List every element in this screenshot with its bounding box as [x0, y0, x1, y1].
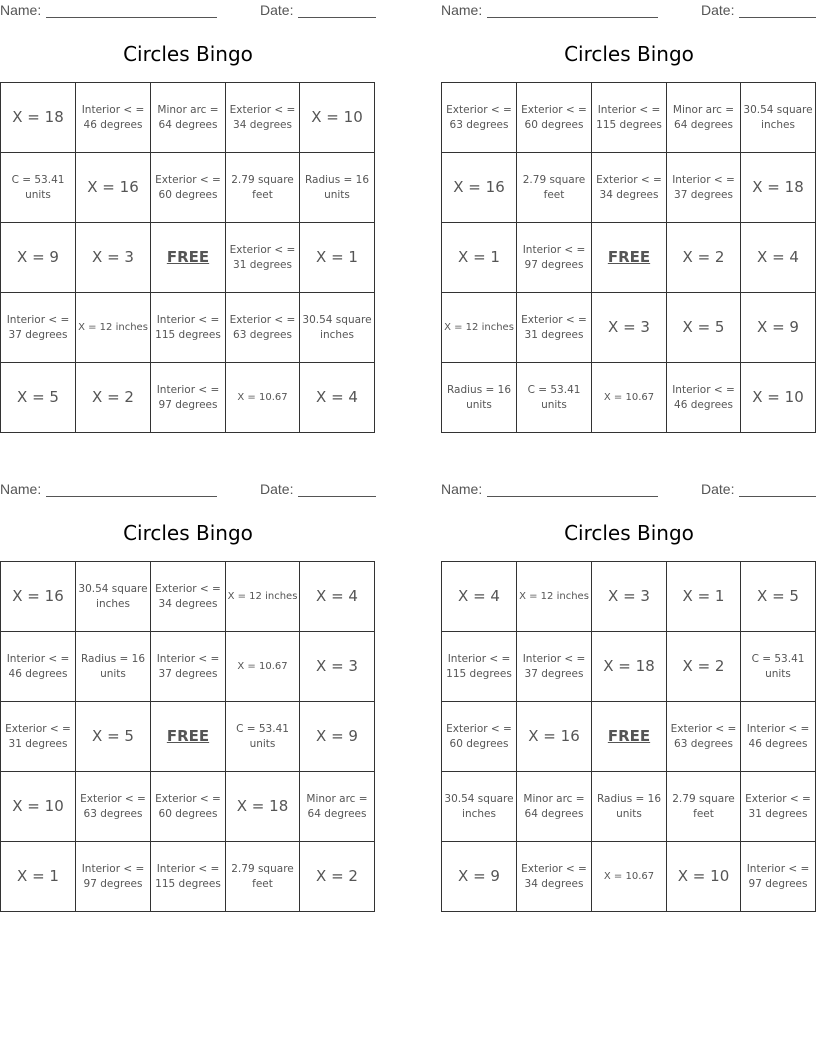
- date-label: Date:: [260, 481, 294, 497]
- name-blank-line[interactable]: [46, 17, 217, 18]
- bingo-cell[interactable]: X = 4: [300, 363, 375, 433]
- bingo-cell[interactable]: Exterior < = 63 degrees: [226, 293, 300, 363]
- date-label: Date:: [701, 481, 735, 497]
- bingo-cell[interactable]: X = 10: [300, 83, 375, 153]
- bingo-cell[interactable]: X = 18: [226, 772, 300, 842]
- free-space-cell[interactable]: FREE: [151, 702, 226, 772]
- bingo-cell[interactable]: 30.54 square inches: [741, 83, 816, 153]
- date-blank-line[interactable]: [298, 496, 376, 497]
- name-blank-line[interactable]: [487, 17, 658, 18]
- bingo-cell[interactable]: X = 10: [1, 772, 76, 842]
- bingo-cell[interactable]: X = 18: [741, 153, 816, 223]
- bingo-cell[interactable]: Interior < = 37 degrees: [151, 632, 226, 702]
- bingo-cell[interactable]: X = 2: [300, 842, 375, 912]
- bingo-cell[interactable]: X = 3: [592, 293, 667, 363]
- bingo-cell[interactable]: Interior < = 115 degrees: [151, 293, 226, 363]
- bingo-cell[interactable]: Radius = 16 units: [300, 153, 375, 223]
- bingo-cell[interactable]: Exterior < = 31 degrees: [226, 223, 300, 293]
- bingo-cell[interactable]: X = 12 inches: [226, 562, 300, 632]
- bingo-cell[interactable]: X = 1: [1, 842, 76, 912]
- date-label: Date:: [260, 2, 294, 18]
- bingo-cell[interactable]: X = 18: [592, 632, 667, 702]
- bingo-cell[interactable]: Minor arc = 64 degrees: [300, 772, 375, 842]
- bingo-cell[interactable]: X = 9: [300, 702, 375, 772]
- bingo-cell[interactable]: 2.79 square feet: [667, 772, 741, 842]
- free-space-cell[interactable]: FREE: [592, 702, 667, 772]
- bingo-cell[interactable]: X = 3: [592, 562, 667, 632]
- bingo-cell[interactable]: Exterior < = 60 degrees: [151, 772, 226, 842]
- bingo-cell[interactable]: Interior < = 46 degrees: [667, 363, 741, 433]
- bingo-cell[interactable]: X = 5: [667, 293, 741, 363]
- bingo-cell[interactable]: Exterior < = 63 degrees: [667, 702, 741, 772]
- bingo-cell[interactable]: 2.79 square feet: [226, 842, 300, 912]
- bingo-cell[interactable]: X = 5: [1, 363, 76, 433]
- name-label: Name:: [0, 2, 42, 18]
- free-space-cell[interactable]: FREE: [592, 223, 667, 293]
- bingo-cell[interactable]: Interior < = 115 degrees: [592, 83, 667, 153]
- bingo-cell[interactable]: Interior < = 115 degrees: [151, 842, 226, 912]
- bingo-cell[interactable]: X = 2: [667, 632, 741, 702]
- bingo-cell[interactable]: Exterior < = 34 degrees: [592, 153, 667, 223]
- bingo-grid: [441, 82, 816, 433]
- bingo-cell[interactable]: C = 53.41 units: [517, 363, 592, 433]
- bingo-cell[interactable]: Exterior < = 34 degrees: [517, 842, 592, 912]
- date-blank-line[interactable]: [298, 17, 376, 18]
- bingo-cell[interactable]: X = 4: [741, 223, 816, 293]
- name-date-row: [0, 2, 376, 20]
- bingo-cell[interactable]: Radius = 16 units: [442, 363, 517, 433]
- bingo-cell[interactable]: Minor arc = 64 degrees: [667, 83, 741, 153]
- name-blank-line[interactable]: [487, 496, 658, 497]
- bingo-cell[interactable]: X = 9: [442, 842, 517, 912]
- bingo-cell[interactable]: Interior < = 46 degrees: [1, 632, 76, 702]
- bingo-cell[interactable]: Interior < = 97 degrees: [76, 842, 151, 912]
- bingo-cell[interactable]: 30.54 square inches: [300, 293, 375, 363]
- bingo-cell[interactable]: X = 3: [300, 632, 375, 702]
- bingo-cell[interactable]: C = 53.41 units: [226, 702, 300, 772]
- bingo-cell[interactable]: Radius = 16 units: [76, 632, 151, 702]
- bingo-cell[interactable]: X = 16: [1, 562, 76, 632]
- bingo-cell[interactable]: X = 10: [667, 842, 741, 912]
- card-title: Circles Bingo: [564, 42, 694, 66]
- bingo-cell[interactable]: X = 12 inches: [76, 293, 151, 363]
- bingo-cell[interactable]: Interior < = 97 degrees: [741, 842, 816, 912]
- bingo-cell[interactable]: Exterior < = 60 degrees: [517, 83, 592, 153]
- date-blank-line[interactable]: [739, 17, 816, 18]
- free-space-cell[interactable]: FREE: [151, 223, 226, 293]
- bingo-cell[interactable]: C = 53.41 units: [741, 632, 816, 702]
- bingo-cell[interactable]: Interior < = 115 degrees: [442, 632, 517, 702]
- bingo-cell[interactable]: X = 12 inches: [517, 562, 592, 632]
- card-title: Circles Bingo: [564, 521, 694, 545]
- bingo-cell[interactable]: Exterior < = 60 degrees: [442, 702, 517, 772]
- bingo-cell[interactable]: 2.79 square feet: [517, 153, 592, 223]
- bingo-cell[interactable]: 30.54 square inches: [76, 562, 151, 632]
- bingo-cell[interactable]: 2.79 square feet: [226, 153, 300, 223]
- bingo-cell[interactable]: Exterior < = 63 degrees: [442, 83, 517, 153]
- name-label: Name:: [441, 2, 483, 18]
- bingo-cell[interactable]: X = 1: [667, 562, 741, 632]
- name-label: Name:: [441, 481, 483, 497]
- bingo-cell[interactable]: Interior < = 37 degrees: [517, 632, 592, 702]
- bingo-cell[interactable]: X = 5: [741, 562, 816, 632]
- bingo-cell[interactable]: Exterior < = 31 degrees: [517, 293, 592, 363]
- bingo-card-3: [0, 479, 376, 919]
- bingo-cell[interactable]: X = 16: [76, 153, 151, 223]
- bingo-cell[interactable]: X = 9: [741, 293, 816, 363]
- bingo-cell[interactable]: Radius = 16 units: [592, 772, 667, 842]
- bingo-cell[interactable]: Interior < = 37 degrees: [1, 293, 76, 363]
- bingo-cell[interactable]: X = 5: [76, 702, 151, 772]
- bingo-cell[interactable]: Minor arc = 64 degrees: [517, 772, 592, 842]
- bingo-grid: [0, 82, 375, 433]
- bingo-cell[interactable]: Exterior < = 31 degrees: [741, 772, 816, 842]
- bingo-cell[interactable]: Interior < = 97 degrees: [517, 223, 592, 293]
- bingo-cell[interactable]: Exterior < = 34 degrees: [226, 83, 300, 153]
- name-blank-line[interactable]: [46, 496, 217, 497]
- bingo-cell[interactable]: X = 1: [300, 223, 375, 293]
- bingo-cell[interactable]: X = 10: [741, 363, 816, 433]
- bingo-cell[interactable]: 30.54 square inches: [442, 772, 517, 842]
- bingo-cell[interactable]: X = 2: [667, 223, 741, 293]
- bingo-cell[interactable]: X = 16: [517, 702, 592, 772]
- bingo-cell[interactable]: Interior < = 46 degrees: [76, 83, 151, 153]
- bingo-cell[interactable]: X = 10.67: [592, 363, 667, 433]
- bingo-cell[interactable]: Minor arc = 64 degrees: [151, 83, 226, 153]
- bingo-cell[interactable]: X = 1: [442, 223, 517, 293]
- name-date-row: [0, 481, 376, 499]
- bingo-cell[interactable]: X = 2: [76, 363, 151, 433]
- bingo-cell[interactable]: Exterior < = 31 degrees: [1, 702, 76, 772]
- bingo-cell[interactable]: X = 4: [300, 562, 375, 632]
- bingo-cell[interactable]: X = 12 inches: [442, 293, 517, 363]
- date-label: Date:: [701, 2, 735, 18]
- bingo-grid: [0, 561, 375, 912]
- bingo-cell[interactable]: C = 53.41 units: [1, 153, 76, 223]
- bingo-grid: [441, 561, 816, 912]
- bingo-cell[interactable]: Interior < = 37 degrees: [667, 153, 741, 223]
- bingo-cell[interactable]: X = 10.67: [592, 842, 667, 912]
- bingo-card-1: [0, 0, 376, 440]
- bingo-cell[interactable]: X = 4: [442, 562, 517, 632]
- bingo-cell[interactable]: Exterior < = 60 degrees: [151, 153, 226, 223]
- date-blank-line[interactable]: [739, 496, 816, 497]
- bingo-cell[interactable]: X = 10.67: [226, 632, 300, 702]
- bingo-cell[interactable]: X = 10.67: [226, 363, 300, 433]
- bingo-cell[interactable]: X = 9: [1, 223, 76, 293]
- bingo-cell[interactable]: X = 18: [1, 83, 76, 153]
- name-date-row: [441, 2, 816, 20]
- bingo-cell[interactable]: Interior < = 97 degrees: [151, 363, 226, 433]
- name-date-row: [441, 481, 816, 499]
- card-title: Circles Bingo: [123, 42, 253, 66]
- bingo-cell[interactable]: X = 16: [442, 153, 517, 223]
- card-title: Circles Bingo: [123, 521, 253, 545]
- bingo-card-4: [441, 479, 816, 919]
- bingo-cell[interactable]: Exterior < = 34 degrees: [151, 562, 226, 632]
- bingo-cell[interactable]: Exterior < = 63 degrees: [76, 772, 151, 842]
- bingo-cell[interactable]: X = 3: [76, 223, 151, 293]
- name-label: Name:: [0, 481, 42, 497]
- bingo-cell[interactable]: Interior < = 46 degrees: [741, 702, 816, 772]
- bingo-card-2: [441, 0, 816, 440]
